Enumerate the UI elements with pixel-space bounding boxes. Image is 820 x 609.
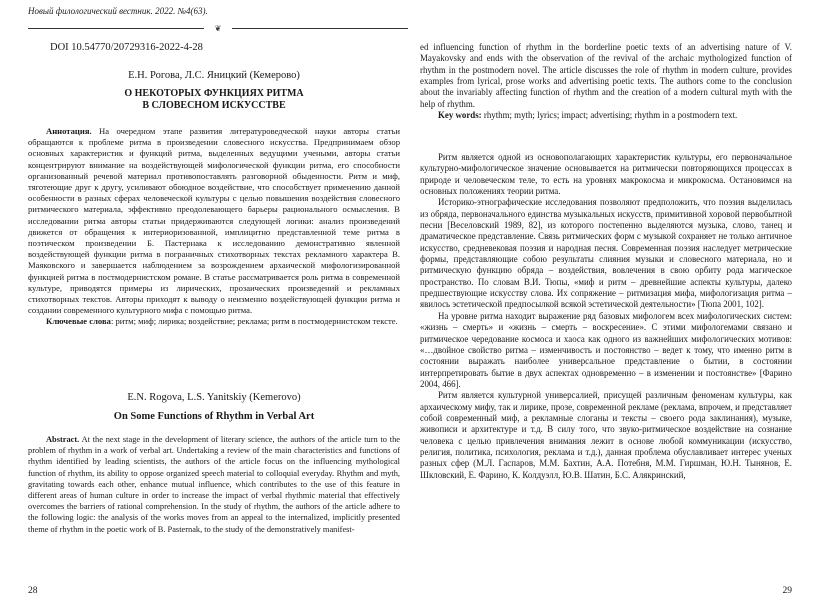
paragraph-2: Историко-этнографические исследования позволяют предположить, что поэзия выделилась из обряда, первоначального единства музыкальных искусств, примитивной хоровой первобытной песни [Веселовский 1989, 82], из которого постепенно выделяются музыка, слово, танец и драматическое представление. Связь ритмических форм с музыкой сохраняет не только античное искусство, средневековая поэзия и народная песня. Современная поэзия наследует метрические формы, представляющие собою результаты слияния музыки и словесного материала, но и ритмическую функцию обряда – воздействия, вовлечения в свою орбиту рода магическое пространство. По словам В.И. Тюпы, «миф и ритм – древнейшие аспекты культуры, далеко предшествующие искусству слова. Их сопряжение – ритмизация мифа, мифологизация ритма – явилось эстетической предпосылкой всякой эстетической деятельности» [Тюпа 2001, 102]. — [420, 197, 792, 310]
abstract-en-continued — [420, 42, 792, 121]
abstract-ru-text: На очередном этапе развития литературоведческой науки авторы статьи обращаются к проблеме ритма в произведении словесного искусства. Предпринимаем обзор основных характеристик и функций ритма, выделенных ведущими учеными, авторы статьи концентрируют внимание на воздействующей мифологической функции ритма, его способности организованный речевой материал противопоставлять разговорной обыденности. Ритм и миф, тяготеющие друг к другу, усиливают обоюдное воздействие, что способствует применению данной особенности в разных сферах человеческой культуры с целью повышения воздействия словесного ритмического материала, эффективно преодолевающего барьеры рационального осмысления. В исследовании ритма авторы статьи придерживаются следующей логики: анализ произведений движется от обращения к интериоризованной, имплицитно представленной теме ритма в поэтическом произведении Б. Пастернака к исследованию демонстративно явленной воздействующей функции ритма в пограничных стихотворных текстах рекламного характера В. Маяковского и завершается наблюдением за возрождением архаической мифологизированной функцией ритма в постмодернистском романе. В статье рассматривается роль ритма в современной культуре, приводятся примеры из лирических, прозаических произведений и рекламных стихотворных текстов. Авторы приходят к выводу о неизменно воздействующей функции ритма и создании современного культурного мифа с помощью ритма. — [28, 126, 400, 316]
keywords-ru-text: : ритм; миф; лирика; воздействие; реклама; ритм в постмодернистском тексте. — [110, 316, 398, 327]
abstract-label: Аннотация. — [46, 126, 92, 136]
page-number-right: 29 — [782, 586, 792, 596]
paragraph-1: Ритм является одной из основополагающих характеристик культуры, его первоначальное культурно-мифологическое значение основывается на ритмически повторяющихся процессах в природе и человеческом теле, то есть на уровнях макрокосма и микрокосма. Остановимся на основных положениях теории ритма. — [420, 152, 792, 197]
journal-header: Новый филологический вестник. 2022. №4(63). — [28, 6, 208, 16]
page-number-left: 28 — [28, 586, 38, 596]
title-en: On Some Functions of Rhythm in Verbal Art — [113, 411, 315, 422]
en-continued-text: ed influencing function of rhythm in the borderline poetic texts of an advertising nature of V. Mayakovsky and ends with the observation of the revival of the archaic mythologized function of rhythm in the postmodern novel. The article discusses the role of rhythm in modern culture, provides examples from lyrical, prose works and advertising poetic texts. The authors come to the conclusion about the invariably affecting function of rhythm and the creation of a modern cultural myth with the help of rhythm. — [420, 42, 792, 109]
body-text — [420, 152, 792, 481]
title-ru-line2: В СЛОВЕСНОМ ИСКУССТВЕ — [142, 100, 286, 111]
keywords-en-label: Key words: — [438, 110, 482, 121]
abstract-en — [28, 434, 400, 535]
keywords-en-text: rhythm; myth; lyrics; impact; advertising; rhythm in a postmodern text. — [481, 110, 738, 121]
keywords-label: Ключевые слова — [46, 316, 111, 327]
doi: DOI 10.54770/20729316-2022-4-28 — [50, 42, 203, 53]
abstract-ru — [28, 126, 400, 328]
paragraph-4: Ритм является культурной универсалией, присущей различным феноменам культуры, как архаическому мифу, так и лирике, прозе, современной рекламе (реклама, впрочем, и представляет собой современный миф, а рекламные слоганы и тексты – своего рода заклинания), музыке, живописи и архитектуре и т.д. В силу того, что звуко-ритмическое воздействие на сознание человека с целью привлечения внимания лежит в основе любой коммуникации (искусство, религия, политика, психология, реклама и т.д.), данная проблема обуславливает интерес ученых разных сфер (М.Л. Гаспаров, М.М. Бахтин, А.А. Потебня, М.М. Гиршман, Ю.Н. Тынянов, Е. Шкловский, Е. Фарино, К. Колдуэлл, Ю.В. Шатин, Б.С. Алякринский, — [420, 390, 792, 480]
abstract-en-text: At the next stage in the development of literary science, the authors of the article turn to the problem of rhythm in a work of verbal art. Undertaking a review of the main characteristics and functions of rhythm identified by leading scientists, the authors of the article focus on the influencing mythological function of rhythm, its ability to oppose organized speech material to colloquial everyday. Rhythm and myth, gravitating towards each other, enhance mutual influence, which contributes to the use of this feature in different areas of human culture in order to increase the impact of verbal rhythmic material that effectively overcomes the barriers of rational comprehension. In the study of rhythm, the authors of the article adhere to the following logic: the analysis of the works moves from an appeal to the internalized, implicitly presented theme of rhythm in the poetic work of B. Pasternak, to the study of the demonstratively manifest- — [28, 435, 400, 534]
right-page — [420, 0, 792, 609]
left-page — [28, 0, 400, 609]
title-ru-line1: О НЕКОТОРЫХ ФУНКЦИЯХ РИТМА — [124, 88, 304, 99]
paragraph-3: На уровне ритма находит выражение ряд базовых мифологем всех мифологических систем: «жизнь – смерть» и «жизнь – смерть – воскресение». С этими мифологемами связано и ритмическое чередование космоса и хаоса как одного из важнейших мифологических мотивов: «…двойное свойство ритма – изменчивость и постоянство – ведет к тому, что именно ритм в состоянии выражать наиболее универсальное представление о бытии, в состоянии интерпретировать бытие в двух аспектах одновременно – в изменении и постоянстве» [Фарино 2004, 466]. — [420, 310, 792, 389]
authors-en: E.N. Rogova, L.S. Yanitskiy (Kemerovo) — [127, 392, 301, 403]
ornament-icon: ❦ — [214, 24, 222, 33]
title-ru — [28, 88, 400, 112]
abstract-en-label: Abstract. — [46, 435, 80, 444]
authors-ru: Е.Н. Рогова, Л.С. Яницкий (Кемерово) — [128, 70, 300, 81]
